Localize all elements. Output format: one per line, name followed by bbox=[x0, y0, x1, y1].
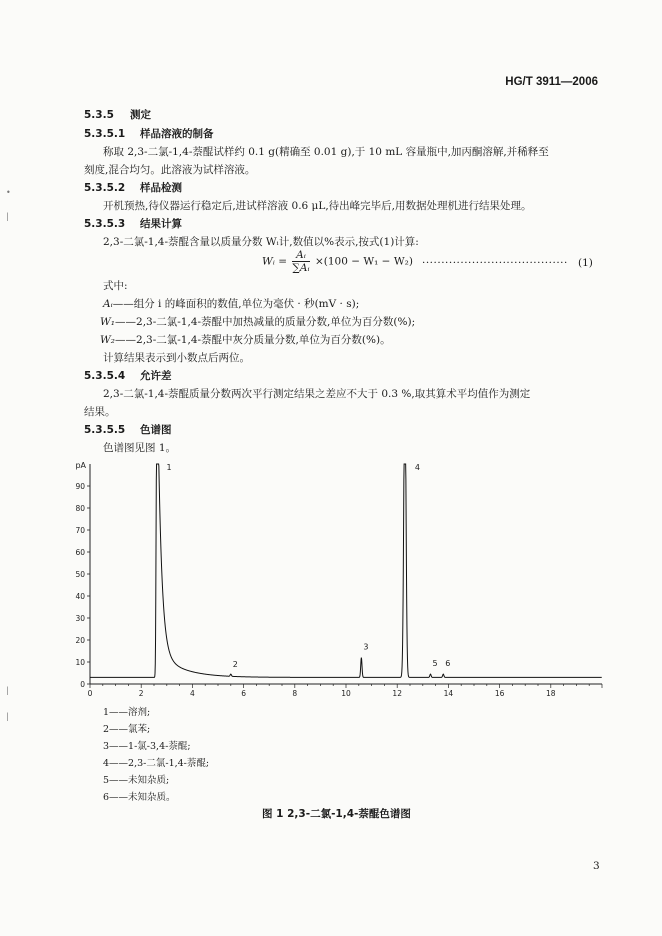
heading-5-3-5-3 bbox=[84, 216, 182, 231]
where-symbol: Aᵢ bbox=[103, 298, 113, 310]
y-tick-label: 90 bbox=[75, 482, 85, 491]
heading-number: 5.3.5 bbox=[84, 109, 114, 121]
formula-rhs: ×(100 − W₁ − W₂) bbox=[314, 255, 413, 268]
where-item-w2 bbox=[100, 332, 391, 347]
x-tick-label: 0 bbox=[87, 689, 93, 698]
formula-number: (1) bbox=[578, 257, 593, 269]
heading-number: 5.3.5.5 bbox=[84, 424, 126, 436]
peak-label-1: 1 bbox=[166, 463, 172, 472]
legend-item: 4——2,3-二氯-1,4-萘醌; bbox=[103, 758, 210, 769]
paragraph-line: 2,3-二氯-1,4-萘醌质量分数两次平行测定结果之差应不大于 0.3 %,取其算术平均值作为测定 bbox=[103, 388, 531, 400]
standard-number: HG/T 3911—2006 bbox=[505, 76, 598, 88]
x-tick-label: 4 bbox=[190, 689, 195, 698]
heading-number: 5.3.5.3 bbox=[84, 218, 126, 230]
x-tick-label: 8 bbox=[292, 689, 298, 698]
y-axis-label: pA bbox=[75, 461, 86, 470]
where-intro: 式中: bbox=[103, 280, 128, 292]
y-tick-label: 70 bbox=[75, 526, 85, 535]
binding-mark: | bbox=[6, 686, 9, 695]
chart-peak-labels bbox=[167, 463, 451, 669]
chromatogram-chart bbox=[70, 456, 610, 706]
where-description: ——2,3-二氯-1,4-萘醌中灰分质量分数,单位为百分数(%)。 bbox=[115, 334, 391, 346]
y-tick-label: 10 bbox=[75, 658, 85, 667]
heading-title: 色谱图 bbox=[140, 424, 172, 436]
chart-trace bbox=[90, 464, 602, 677]
where-item-w1 bbox=[100, 314, 415, 329]
y-tick-label: 30 bbox=[75, 614, 85, 623]
peak-label-6: 6 bbox=[445, 659, 451, 669]
heading-title: 结果计算 bbox=[140, 218, 182, 230]
chart-ticks bbox=[75, 482, 602, 698]
x-tick-label: 2 bbox=[138, 689, 144, 698]
where-item-a bbox=[103, 296, 359, 311]
binding-mark: | bbox=[6, 712, 9, 721]
heading-title: 样品检测 bbox=[140, 182, 182, 194]
formula-fraction bbox=[292, 249, 309, 274]
paragraph-line: 色谱图见图 1。 bbox=[103, 442, 177, 454]
where-outro: 计算结果表示到小数点后两位。 bbox=[103, 352, 250, 364]
heading-number: 5.3.5.2 bbox=[84, 182, 126, 194]
heading-number: 5.3.5.4 bbox=[84, 370, 126, 382]
paragraph-line: 刻度,混合均匀。此溶液为试样溶液。 bbox=[84, 164, 256, 176]
formula-denominator: ∑Aᵢ bbox=[292, 262, 310, 274]
heading-5-3-5-5 bbox=[84, 422, 172, 437]
page-number: 3 bbox=[593, 860, 600, 872]
where-description: ——组分 i 的峰面积的数值,单位为毫伏 · 秒(mV · s); bbox=[112, 298, 360, 310]
peak-label-5: 5 bbox=[432, 659, 438, 669]
chart-axes bbox=[75, 461, 602, 684]
formula-leader-dots: ······································ bbox=[422, 257, 568, 269]
y-tick-label: 40 bbox=[75, 592, 85, 601]
x-tick-label: 6 bbox=[241, 689, 246, 698]
paragraph-line: 开机预热,待仪器运行稳定后,进试样溶液 0.6 μL,待出峰完毕后,用数据处理机进行结果处理。 bbox=[103, 200, 532, 212]
binding-mark: | bbox=[6, 212, 9, 221]
x-tick-label: 10 bbox=[341, 689, 351, 698]
peak-label-4: 4 bbox=[414, 463, 420, 472]
where-description: ——2,3-二氯-1,4-萘醌中加热减量的质量分数,单位为百分数(%); bbox=[115, 316, 416, 328]
signal-line bbox=[90, 464, 602, 677]
paragraph-line: 2,3-二氯-1,4-萘醌含量以质量分数 Wᵢ计,数值以%表示,按式(1)计算: bbox=[103, 236, 419, 248]
heading-title: 允许差 bbox=[140, 370, 172, 382]
y-tick-label: 80 bbox=[75, 504, 85, 513]
x-tick-label: 14 bbox=[443, 689, 454, 698]
heading-5-3-5 bbox=[84, 107, 151, 122]
heading-5-3-5-2 bbox=[84, 180, 182, 195]
formula-lhs: Wᵢ = bbox=[262, 255, 288, 268]
legend-item: 6——未知杂质。 bbox=[103, 792, 176, 803]
where-symbol: W₂ bbox=[100, 334, 116, 346]
y-tick-label: 20 bbox=[75, 636, 85, 645]
x-tick-label: 12 bbox=[392, 689, 402, 698]
where-symbol: W₁ bbox=[100, 316, 116, 328]
paragraph-line: 结果。 bbox=[84, 406, 116, 418]
paragraph-line: 称取 2,3-二氯-1,4-萘醌试样约 0.1 g(精确至 0.01 g),于 10 mL 容量瓶中,加丙酮溶解,并稀释至 bbox=[103, 146, 549, 158]
formula-1 bbox=[262, 249, 413, 274]
legend-item: 3——1-氯-3,4-萘醌; bbox=[103, 741, 191, 752]
heading-5-3-5-4 bbox=[84, 368, 172, 383]
binding-mark: • bbox=[6, 188, 11, 197]
heading-title: 样品溶液的制备 bbox=[140, 128, 214, 140]
legend-item: 2——氯苯; bbox=[103, 724, 151, 735]
heading-5-3-5-1 bbox=[84, 126, 214, 141]
y-tick-label: 60 bbox=[75, 548, 85, 557]
x-tick-label: 16 bbox=[494, 689, 505, 698]
y-tick-label: 50 bbox=[75, 570, 85, 579]
legend-item: 5——未知杂质; bbox=[103, 775, 170, 786]
peak-label-2: 2 bbox=[232, 660, 238, 670]
legend-item: 1——溶剂; bbox=[103, 707, 151, 718]
formula-numerator: Aᵢ bbox=[292, 249, 309, 262]
heading-title: 测定 bbox=[130, 109, 151, 121]
figure-caption: 图 1 2,3-二氯-1,4-萘醌色谱图 bbox=[262, 808, 411, 820]
peak-label-3: 3 bbox=[363, 642, 369, 652]
heading-number: 5.3.5.1 bbox=[84, 128, 126, 140]
y-tick-label: 0 bbox=[80, 680, 85, 689]
x-tick-label: 18 bbox=[546, 689, 556, 698]
